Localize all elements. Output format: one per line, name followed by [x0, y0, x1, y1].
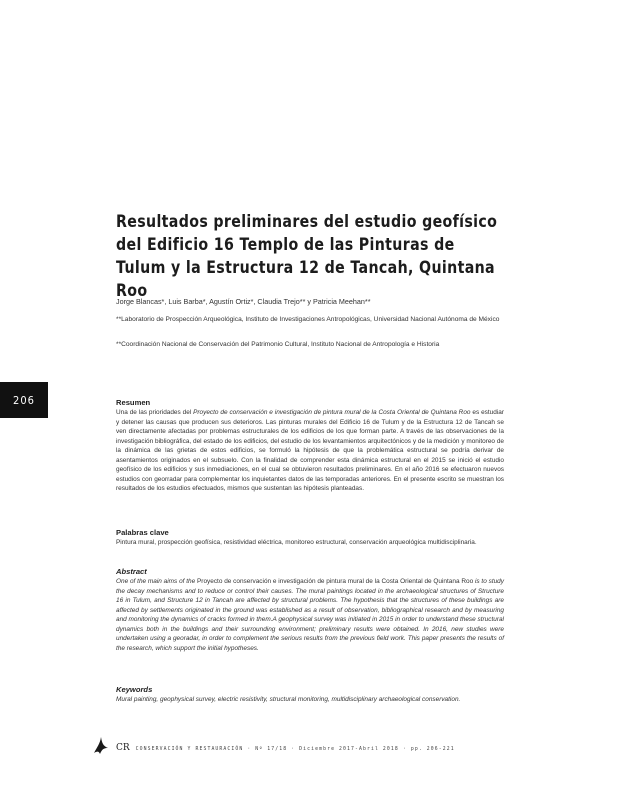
page-number: 206: [13, 393, 35, 407]
affiliation-2: **Coordinación Nacional de Conservación del Patrimonio Cultural, Instituto Nacional de Antropología e Historia: [116, 341, 440, 348]
authors: Jorge Blancas*, Luis Barba*, Agustín Ortiz*, Claudia Trejo** y Patricia Meehan**: [116, 297, 371, 306]
abstract-text-rest: is to study the decay mechanisms and to reduce or control their causes. The mural paintings located in the archaeological structures of Structure 16 in Tulum, and Structure 12 in Tancah are affected by structural problems. The hypothesis that the structures of these buildings are affected by settlements originated in the ground was established as a result of observation, bibliographical research and by measuring and monitoring the dynamics of cracks formed in them.A geophysical survey was initiated in 2015 in order to understand these structural dynamics both in the buildings and their surrounding environment; preliminary results were obtained. In 2016, new studies were undertaken using a georadar, in order to complement the serious results from the previous field work. This paper presents the results of the research, which support the initial hypotheses.: [116, 578, 504, 652]
resumen-text-start: Una de las prioridades del: [116, 409, 194, 416]
palabras-clave-heading: Palabras clave: [116, 528, 169, 537]
affiliation-1: **Laboratorio de Prospección Arqueológica, Instituto de Investigaciones Antropológicas, Universidad Nacional Autónoma de México: [116, 316, 500, 323]
journal-logo: CR: [116, 743, 130, 753]
keywords-text: Mural painting, geophysical survey, electric resistivity, structural monitoring, multidisciplinary archaeological conservation.: [116, 696, 461, 703]
abstract-text-start: One of the main aims of the: [116, 578, 197, 585]
footer-citation: CONSERVACIÓN Y RESTAURACIÓN · Nº 17/18 · Diciembre 2017-Abril 2018 · pp. 206-221: [135, 747, 455, 752]
resumen-text: [116, 408, 504, 494]
resumen-text-rest: es estudiar y detener las causas que producen sus deterioros. Las pinturas murales del Edificio 16 de Tulum y de la Estructura 12 de Tancah se ven directamente afectadas por problemas estructurales de los edificios de los que forman parte. A través de las observaciones de la investigación bibliográfica, del estado de los edificios, del estudio de los levantamientos arquitectónicos y de la medición y monitoreo de la dinámica de las grietas de estos edificios, se formuló la hipótesis de que la problemática estructural se podría derivar de asentamientos originados en el subsuelo. Con la finalidad de comprender esta dinámica estructural en el 2015 se inició el estudio geofísico de los edificios y sus inmediaciones, en el cual se obtuvieron resultados preliminares. En el año 2016 se efectuaron nuevos estudios con georradar para complementar los inquietantes datos de las temporadas anteriores. En el presente escrito se muestran los resultados de los estudios efectuados, mismos que sustentan las hipótesis planteadas.: [116, 409, 504, 493]
page-number-tab: [0, 382, 48, 418]
abstract-text: [116, 577, 504, 653]
project-name-plain: Proyecto de conservación e investigación de pintura mural de la Costa Oriental de Quintana Roo: [197, 578, 474, 585]
bird-logo-icon: [92, 735, 110, 755]
resumen-heading: Resumen: [116, 398, 151, 407]
keywords-heading: Keywords: [116, 685, 153, 694]
abstract-heading: Abstract: [116, 567, 147, 576]
project-name-italic: Proyecto de conservación e investigación de pintura mural de la Costa Oriental de Quintana Roo: [193, 409, 471, 416]
footer: [92, 733, 455, 755]
article-title: Resultados preliminares del estudio geofísico del Edificio 16 Templo de las Pinturas de Tulum y la Estructura 12 de Tancah, Quintana Roo: [116, 212, 498, 300]
palabras-clave-text: Pintura mural, prospección geofísica, resistividad eléctrica, monitoreo estructural, conservación arqueológica multidisciplinaria.: [116, 539, 477, 546]
